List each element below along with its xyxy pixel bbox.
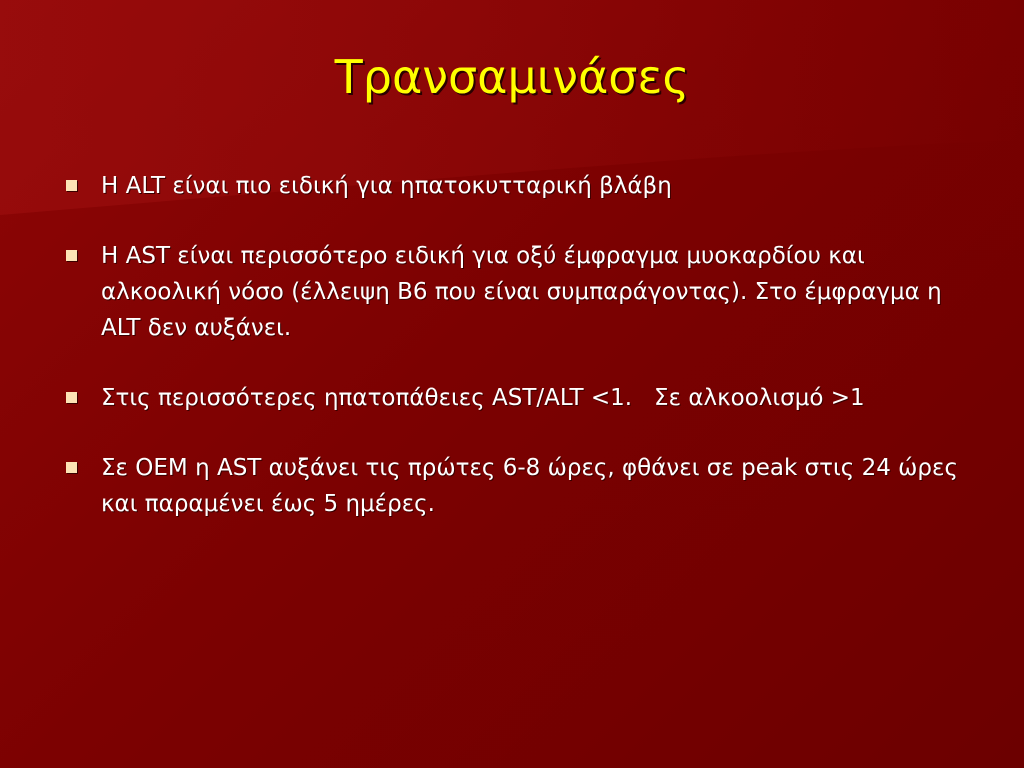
bullet-text: Στις περισσότερες ηπατοπάθειες AST/ALT <1. Σε αλκοολισμό >1 [101,385,865,411]
bullet-list [60,168,960,556]
bullet-item [60,168,960,204]
bullet-text: Η AST είναι περισσότερο ειδική για οξύ έμφραγμα μυοκαρδίου και αλκοολική νόσο (έλλειψη Β6 που είναι συμπαράγοντας). Στο έμφραγμα η ALT δεν αυξάνει. [101,243,942,341]
square-bullet-icon [66,392,77,403]
bullet-text: Η ALT είναι πιο ειδική για ηπατοκυτταρική βλάβη [101,173,672,199]
square-bullet-icon [66,462,77,473]
bullet-item [60,238,960,346]
bullet-item [60,380,960,416]
bullet-text: Σε ΟΕΜ η AST αυξάνει τις πρώτες 6-8 ώρες, φθάνει σε peak στις 24 ώρες και παραμένει έως 5 ημέρες. [101,455,958,517]
slide-title: Τρανσαμινάσες [334,50,690,104]
square-bullet-icon [66,180,77,191]
bullet-item [60,450,960,522]
square-bullet-icon [66,250,77,261]
